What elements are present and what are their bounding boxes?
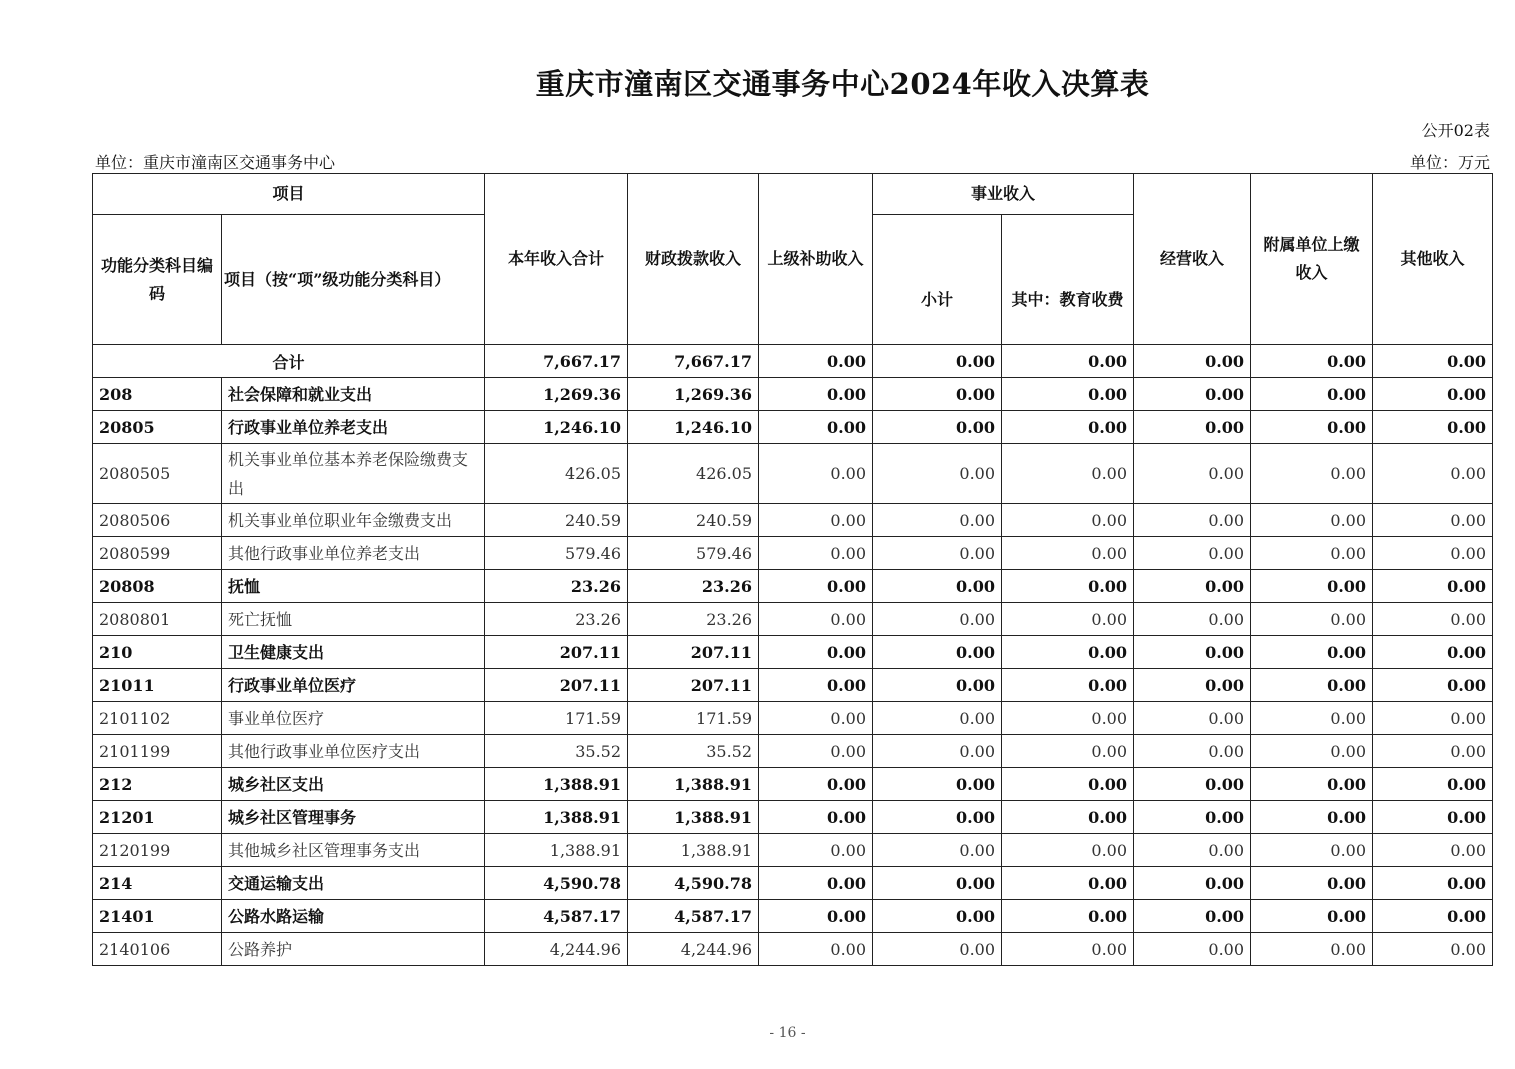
total-cell: 0.00: [873, 345, 1002, 378]
cell-value: 0.00: [1002, 834, 1134, 867]
cell-value: 207.11: [485, 636, 628, 669]
cell-value: 0.00: [1373, 768, 1493, 801]
cell-value: 0.00: [759, 537, 873, 570]
cell-value: 0.00: [1251, 900, 1373, 933]
table-row: [93, 504, 1493, 537]
cell-code: 2080801: [93, 603, 222, 636]
cell-value: 0.00: [873, 735, 1002, 768]
table-row: [93, 603, 1493, 636]
cell-value: 0.00: [1134, 603, 1251, 636]
cell-value: 0.00: [1002, 669, 1134, 702]
cell-name: 机关事业单位基本养老保险缴费支出: [222, 444, 485, 504]
total-cell: 0.00: [1134, 345, 1251, 378]
cell-code: 21401: [93, 900, 222, 933]
cell-value: 4,590.78: [485, 867, 628, 900]
table-row: [93, 570, 1493, 603]
total-cell: 0.00: [759, 345, 873, 378]
header-item: 项目: [93, 174, 485, 215]
cell-value: 1,269.36: [485, 378, 628, 411]
cell-value: 0.00: [1251, 636, 1373, 669]
cell-value: 0.00: [1134, 735, 1251, 768]
cell-value: 4,587.17: [628, 900, 759, 933]
reporting-unit: 单位：重庆市潼南区交通事务中心: [95, 153, 336, 172]
cell-value: 0.00: [873, 933, 1002, 966]
table-row: [93, 768, 1493, 801]
cell-value: 0.00: [1002, 411, 1134, 444]
cell-name: 公路水路运输: [222, 900, 485, 933]
cell-value: 0.00: [759, 768, 873, 801]
cell-code: 2080505: [93, 444, 222, 504]
cell-value: 0.00: [1002, 768, 1134, 801]
cell-value: 0.00: [1002, 504, 1134, 537]
cell-value: 23.26: [485, 603, 628, 636]
cell-value: 1,388.91: [485, 768, 628, 801]
total-cell: 0.00: [1251, 345, 1373, 378]
cell-code: 20808: [93, 570, 222, 603]
cell-value: 0.00: [1251, 801, 1373, 834]
cell-value: 0.00: [1002, 636, 1134, 669]
table-row: [93, 444, 1493, 504]
cell-value: 4,244.96: [628, 933, 759, 966]
cell-value: 4,244.96: [485, 933, 628, 966]
cell-value: 0.00: [1373, 504, 1493, 537]
cell-code: 20805: [93, 411, 222, 444]
cell-value: 1,388.91: [628, 834, 759, 867]
cell-value: 0.00: [1134, 933, 1251, 966]
table-header: [93, 174, 1493, 345]
cell-value: 207.11: [485, 669, 628, 702]
total-cell: 7,667.17: [628, 345, 759, 378]
cell-value: 0.00: [1373, 867, 1493, 900]
table-row: [93, 867, 1493, 900]
cell-value: 426.05: [485, 444, 628, 504]
cell-value: 0.00: [1002, 867, 1134, 900]
cell-code: 2080599: [93, 537, 222, 570]
cell-value: 0.00: [1373, 669, 1493, 702]
cell-name: 交通运输支出: [222, 867, 485, 900]
cell-name: 城乡社区支出: [222, 768, 485, 801]
cell-value: 0.00: [759, 867, 873, 900]
cell-value: 0.00: [1373, 702, 1493, 735]
cell-value: 0.00: [1251, 603, 1373, 636]
cell-code: 2140106: [93, 933, 222, 966]
cell-value: 0.00: [1373, 834, 1493, 867]
table-row: [93, 411, 1493, 444]
cell-value: 0.00: [1251, 834, 1373, 867]
cell-value: 0.00: [759, 444, 873, 504]
cell-value: 1,388.91: [628, 801, 759, 834]
header-affiliated: 附属单位上缴收入: [1251, 174, 1373, 345]
table-row: [93, 735, 1493, 768]
cell-value: 0.00: [1373, 933, 1493, 966]
currency-unit: 单位：万元: [1409, 153, 1490, 172]
cell-value: 23.26: [628, 570, 759, 603]
cell-code: 210: [93, 636, 222, 669]
cell-value: 0.00: [1251, 378, 1373, 411]
cell-value: 0.00: [759, 411, 873, 444]
cell-value: 0.00: [1134, 867, 1251, 900]
cell-value: 0.00: [1002, 444, 1134, 504]
table-row: [93, 702, 1493, 735]
table-row: [93, 801, 1493, 834]
cell-value: 0.00: [1373, 444, 1493, 504]
cell-value: 23.26: [628, 603, 759, 636]
cell-code: 214: [93, 867, 222, 900]
cell-value: 0.00: [873, 444, 1002, 504]
total-cell: 0.00: [1373, 345, 1493, 378]
cell-value: 1,388.91: [485, 834, 628, 867]
cell-name: 其他城乡社区管理事务支出: [222, 834, 485, 867]
cell-value: 0.00: [759, 378, 873, 411]
cell-value: 0.00: [759, 570, 873, 603]
cell-value: 0.00: [1002, 603, 1134, 636]
cell-value: 0.00: [1251, 504, 1373, 537]
table-row: [93, 933, 1493, 966]
cell-value: 0.00: [1251, 444, 1373, 504]
cell-value: 0.00: [1373, 603, 1493, 636]
cell-name: 行政事业单位医疗: [222, 669, 485, 702]
cell-value: 0.00: [1134, 570, 1251, 603]
header-business-income: 事业收入: [873, 174, 1134, 215]
header-superior-subsidy: 上级补助收入: [759, 174, 873, 345]
cell-value: 0.00: [759, 900, 873, 933]
cell-value: 0.00: [759, 669, 873, 702]
cell-code: 2080506: [93, 504, 222, 537]
cell-value: 23.26: [485, 570, 628, 603]
cell-value: 0.00: [873, 378, 1002, 411]
cell-value: 0.00: [1002, 702, 1134, 735]
cell-value: 35.52: [628, 735, 759, 768]
cell-value: 0.00: [759, 603, 873, 636]
cell-value: 0.00: [1373, 570, 1493, 603]
cell-value: 0.00: [873, 504, 1002, 537]
cell-value: 0.00: [759, 933, 873, 966]
cell-value: 0.00: [1251, 570, 1373, 603]
income-table: [92, 173, 1493, 966]
cell-code: 2120199: [93, 834, 222, 867]
cell-value: 0.00: [1251, 537, 1373, 570]
page-title: 重庆市潼南区交通事务中心2024年收入决算表: [535, 67, 1150, 101]
cell-value: 0.00: [1251, 768, 1373, 801]
cell-value: 0.00: [759, 834, 873, 867]
total-cell: 7,667.17: [485, 345, 628, 378]
cell-value: 0.00: [1134, 537, 1251, 570]
cell-value: 1,246.10: [485, 411, 628, 444]
cell-value: 0.00: [1373, 735, 1493, 768]
cell-value: 0.00: [1373, 900, 1493, 933]
cell-name: 抚恤: [222, 570, 485, 603]
cell-value: 0.00: [1373, 411, 1493, 444]
table-row: [93, 834, 1493, 867]
cell-name: 死亡抚恤: [222, 603, 485, 636]
cell-value: 1,269.36: [628, 378, 759, 411]
cell-value: 0.00: [1002, 801, 1134, 834]
cell-value: 0.00: [1002, 900, 1134, 933]
cell-name: 行政事业单位养老支出: [222, 411, 485, 444]
cell-value: 0.00: [1134, 669, 1251, 702]
cell-value: 0.00: [1002, 570, 1134, 603]
cell-value: 0.00: [1251, 411, 1373, 444]
cell-value: 0.00: [873, 636, 1002, 669]
cell-name: 城乡社区管理事务: [222, 801, 485, 834]
cell-value: 0.00: [1134, 411, 1251, 444]
cell-value: 579.46: [485, 537, 628, 570]
cell-value: 1,388.91: [485, 801, 628, 834]
header-fiscal: 财政拨款收入: [628, 174, 759, 345]
cell-code: 2101199: [93, 735, 222, 768]
cell-value: 0.00: [873, 867, 1002, 900]
cell-value: 0.00: [873, 669, 1002, 702]
page-number: - 16 -: [769, 1025, 806, 1041]
cell-value: 0.00: [873, 411, 1002, 444]
cell-value: 207.11: [628, 669, 759, 702]
cell-value: 426.05: [628, 444, 759, 504]
cell-value: 0.00: [1134, 768, 1251, 801]
cell-value: 0.00: [1134, 378, 1251, 411]
cell-value: 240.59: [485, 504, 628, 537]
cell-name: 其他行政事业单位医疗支出: [222, 735, 485, 768]
cell-code: 212: [93, 768, 222, 801]
cell-value: 0.00: [873, 834, 1002, 867]
cell-name: 卫生健康支出: [222, 636, 485, 669]
cell-value: 0.00: [1002, 378, 1134, 411]
cell-value: 0.00: [1134, 801, 1251, 834]
cell-value: 0.00: [873, 537, 1002, 570]
cell-value: 0.00: [873, 603, 1002, 636]
table-body: [93, 345, 1493, 966]
cell-value: 240.59: [628, 504, 759, 537]
cell-name: 事业单位医疗: [222, 702, 485, 735]
cell-value: 171.59: [628, 702, 759, 735]
header-total-income: 本年收入合计: [485, 174, 628, 345]
total-label: 合计: [93, 345, 485, 378]
table-row: [93, 537, 1493, 570]
cell-value: 0.00: [1002, 537, 1134, 570]
cell-value: 0.00: [1134, 834, 1251, 867]
cell-code: 21011: [93, 669, 222, 702]
cell-value: 1,246.10: [628, 411, 759, 444]
cell-code: 21201: [93, 801, 222, 834]
total-row: [93, 345, 1493, 378]
header-operating: 经营收入: [1134, 174, 1251, 345]
cell-value: 0.00: [873, 900, 1002, 933]
header-subtotal: 小计: [873, 215, 1002, 345]
cell-value: 0.00: [1002, 735, 1134, 768]
cell-value: 0.00: [759, 636, 873, 669]
cell-value: 0.00: [1134, 702, 1251, 735]
table-row: [93, 669, 1493, 702]
form-number: 公开02表: [1421, 121, 1490, 140]
cell-name: 公路养护: [222, 933, 485, 966]
table-row: [93, 636, 1493, 669]
cell-value: 0.00: [1373, 801, 1493, 834]
cell-value: 0.00: [1002, 933, 1134, 966]
cell-value: 0.00: [1373, 378, 1493, 411]
cell-value: 0.00: [759, 735, 873, 768]
header-other: 其他收入: [1373, 174, 1493, 345]
cell-value: 579.46: [628, 537, 759, 570]
cell-value: 171.59: [485, 702, 628, 735]
cell-name: 机关事业单位职业年金缴费支出: [222, 504, 485, 537]
cell-value: 0.00: [1134, 636, 1251, 669]
cell-name: 其他行政事业单位养老支出: [222, 537, 485, 570]
cell-value: 0.00: [1251, 867, 1373, 900]
table-row: [93, 900, 1493, 933]
cell-value: 0.00: [873, 570, 1002, 603]
cell-code: 208: [93, 378, 222, 411]
cell-value: 207.11: [628, 636, 759, 669]
table-row: [93, 378, 1493, 411]
cell-value: 0.00: [1251, 933, 1373, 966]
cell-value: 0.00: [1373, 537, 1493, 570]
cell-value: 0.00: [873, 702, 1002, 735]
cell-value: 0.00: [1251, 735, 1373, 768]
cell-code: 2101102: [93, 702, 222, 735]
cell-value: 35.52: [485, 735, 628, 768]
cell-name: 社会保障和就业支出: [222, 378, 485, 411]
cell-value: 4,587.17: [485, 900, 628, 933]
cell-value: 0.00: [1134, 504, 1251, 537]
cell-value: 0.00: [1134, 444, 1251, 504]
cell-value: 0.00: [759, 504, 873, 537]
cell-value: 0.00: [759, 702, 873, 735]
cell-value: 0.00: [873, 768, 1002, 801]
cell-value: 0.00: [1373, 636, 1493, 669]
cell-value: 4,590.78: [628, 867, 759, 900]
cell-value: 0.00: [1251, 669, 1373, 702]
header-code: 功能分类科目编码: [93, 215, 222, 345]
cell-value: 0.00: [873, 801, 1002, 834]
header-name: 项目（按“项”级功能分类科目）: [222, 215, 485, 345]
header-education-fee: 其中：教育收费: [1002, 215, 1134, 345]
cell-value: 0.00: [1251, 702, 1373, 735]
total-cell: 0.00: [1002, 345, 1134, 378]
cell-value: 1,388.91: [628, 768, 759, 801]
cell-value: 0.00: [1134, 900, 1251, 933]
cell-value: 0.00: [759, 801, 873, 834]
